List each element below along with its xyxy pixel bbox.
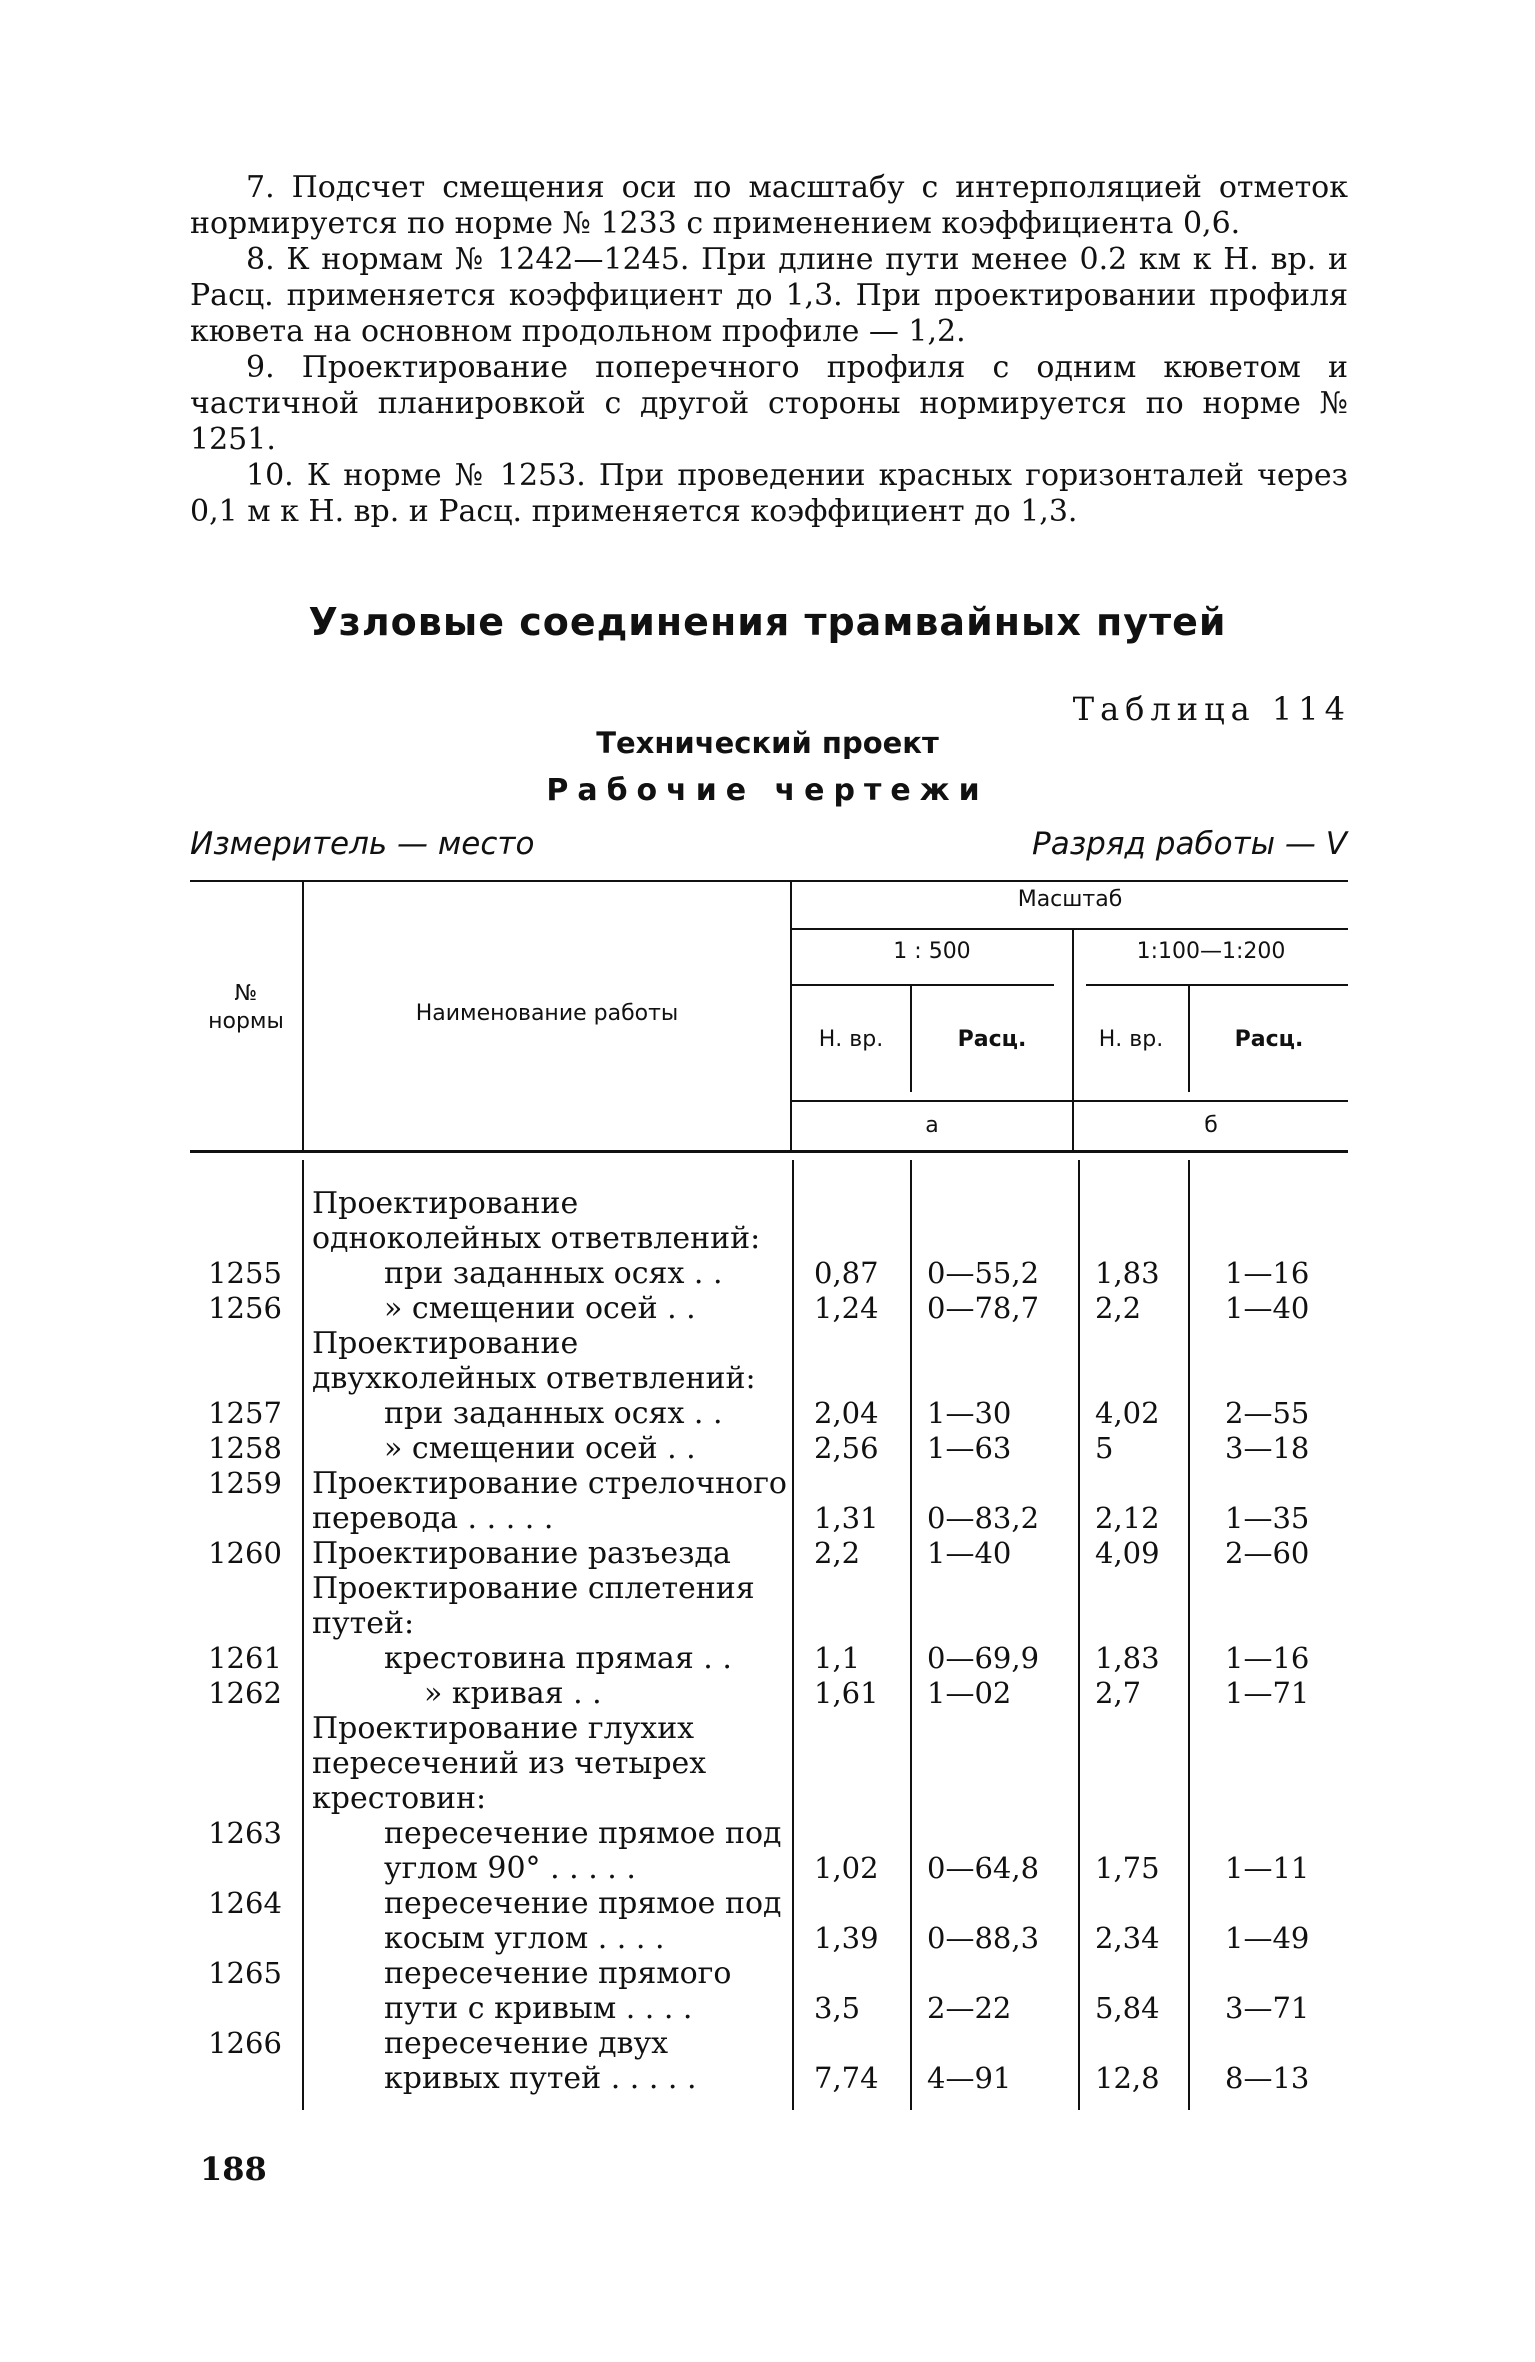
work-name: пересечение двух кривых путей . . . . . [384,2026,697,2096]
work-name: пересечение прямого пути с кривым . . . . [384,1956,732,2026]
h-vr-b-value: 4,02 [1095,1396,1160,1430]
h-vr-b-value: 2,2 [1095,1291,1142,1325]
rasc-a-value: 1—30 [927,1396,1012,1430]
body-divider-2 [792,1160,794,2110]
header-norm-no: № нормы [208,981,284,1034]
header-rasc-b: Расц. [1234,1027,1304,1052]
header-divider-2 [790,880,792,1150]
work-name: » смещении осей . . [384,1431,696,1466]
norm-number: 1259 [208,1466,282,1500]
header-col-a: а [925,1113,939,1138]
header-scale-1: 1 : 500 [893,939,971,964]
subscale-rule-b [1086,984,1348,986]
norm-number: 1261 [208,1641,282,1675]
rasc-a-value: 0—69,9 [927,1641,1040,1675]
work-name: при заданных осях . . [384,1256,723,1291]
rasc-a-value: 2—22 [927,1991,1012,2025]
note-8: 8. К нормам № 1242—1245. При длине пути менее 0.2 км к Н. вр. и Расц. применяется коэффициент до 1,3. При проектировании профиля кювета на основном продольном профиле — 1,2. [190,242,1348,349]
work-name: крестовина прямая . . [384,1641,732,1676]
header-h-vr-b: Н. вр. [1098,1027,1164,1052]
rasc-b-value: 1—40 [1225,1291,1310,1325]
header-scale: Масштаб [1017,887,1123,912]
norm-number: 1262 [208,1676,282,1710]
rasc-a-value: 0—64,8 [927,1851,1040,1885]
rasc-a-value: 0—83,2 [927,1501,1040,1535]
header-col-b: б [1204,1113,1218,1138]
h-vr-a-value: 2,56 [814,1431,879,1465]
body-divider-5 [1188,1160,1190,2110]
rasc-b-value: 1—16 [1225,1256,1310,1290]
h-vr-b-value: 1,83 [1095,1641,1160,1675]
ab-rule [792,1100,1348,1102]
norm-number: 1260 [208,1536,282,1570]
rasc-b-value: 1—11 [1225,1851,1310,1885]
rasc-a-value: 1—02 [927,1676,1012,1710]
norm-number: 1264 [208,1886,282,1920]
body-divider-3 [910,1160,912,2110]
h-vr-a-value: 2,2 [814,1536,861,1570]
h-vr-a-value: 3,5 [814,1991,861,2025]
h-vr-a-value: 2,04 [814,1396,879,1430]
h-vr-b-value: 4,09 [1095,1536,1160,1570]
work-name: при заданных осях . . [384,1396,723,1431]
body-divider-1 [302,1160,304,2110]
work-name: Проектирование разъезда [312,1536,731,1571]
note-9: 9. Проектирование поперечного профиля с одним кюветом и частичной планировкой с другой стороны нормируется по норме № 1251. [190,350,1348,457]
norm-number: 1263 [208,1816,282,1850]
h-vr-a-value: 1,61 [814,1676,879,1710]
work-name: » кривая . . [424,1676,602,1711]
h-vr-a-value: 1,24 [814,1291,879,1325]
rasc-b-value: 8—13 [1225,2061,1310,2095]
h-vr-b-value: 5 [1095,1431,1114,1465]
h-vr-b-value: 5,84 [1095,1991,1160,2025]
header-bottom-rule [190,1150,1348,1153]
rasc-b-value: 1—49 [1225,1921,1310,1955]
h-vr-a-value: 1,1 [814,1641,861,1675]
page-number: 188 [200,2150,267,2188]
norm-number: 1256 [208,1291,282,1325]
rasc-a-value: 1—63 [927,1431,1012,1465]
header-rasc-a: Расц. [957,1027,1027,1052]
norm-number: 1255 [208,1256,282,1290]
rasc-b-value: 1—71 [1225,1676,1310,1710]
h-vr-a-value: 0,87 [814,1256,879,1290]
body-divider-4 [1078,1160,1080,2110]
work-name: Проектирование двухколейных ответвлений: [312,1326,756,1396]
section-heading: Узловые соединения трамвайных путей [308,600,1227,644]
header-scale-2: 1:100—1:200 [1136,939,1286,964]
table-top-rule [190,880,1348,882]
h-vr-b-value: 2,34 [1095,1921,1160,1955]
h-vr-a-value: 1,31 [814,1501,879,1535]
rasc-a-value: 4—91 [927,2061,1012,2095]
norm-number: 1265 [208,1956,282,1990]
rasc-b-value: 2—60 [1225,1536,1310,1570]
rasc-a-value: 0—55,2 [927,1256,1040,1290]
rasc-b-value: 1—35 [1225,1501,1310,1535]
note-7: 7. Подсчет смещения оси по масштабу с интерполяцией отметок нормируется по норме № 1233 с применением коэффициента 0,6. [190,170,1348,241]
h-vr-b-value: 1,75 [1095,1851,1160,1885]
header-work-name: Наименование работы [415,1001,679,1026]
work-name: пересечение прямое под углом 90° . . . . . [384,1816,782,1886]
h-vr-b-value: 12,8 [1095,2061,1160,2095]
norm-number: 1266 [208,2026,282,2060]
subtitle-technical-project: Технический проект [596,726,939,760]
h-vr-a-value: 7,74 [814,2061,879,2095]
h-vr-b-value: 2,12 [1095,1501,1160,1535]
h-vr-b-value: 1,83 [1095,1256,1160,1290]
h-vr-a-value: 1,39 [814,1921,879,1955]
work-name: Проектирование стрелочного перевода . . . . . [312,1466,787,1536]
norm-number: 1258 [208,1431,282,1465]
meter-label: Измеритель — место [190,826,535,862]
scale-rule [792,928,1348,930]
work-name: Проектирование сплетения путей: [312,1571,755,1641]
header-h-vr-a: Н. вр. [818,1027,884,1052]
work-name: Проектирование одноколейных ответвлений: [312,1186,761,1256]
rasc-a-value: 1—40 [927,1536,1012,1570]
work-name: пересечение прямое под косым углом . . . . [384,1886,782,1956]
work-name: Проектирование глухих пересечений из четырех крестовин: [312,1711,707,1816]
subscale-rule-a [792,984,1054,986]
table-label: Таблица 114 [1072,690,1351,728]
h-vr-a-value: 1,02 [814,1851,879,1885]
subtitle-working-drawings: Рабочие чертежи [546,773,989,808]
h-vr-b-value: 2,7 [1095,1676,1142,1710]
grade-label: Разряд работы — V [1032,826,1347,862]
rasc-b-value: 1—16 [1225,1641,1310,1675]
rasc-a-value: 0—78,7 [927,1291,1040,1325]
rasc-b-value: 2—55 [1225,1396,1310,1430]
header-divider-1 [302,880,304,1150]
work-name: » смещении осей . . [384,1291,696,1326]
note-10: 10. К норме № 1253. При проведении красных горизонталей через 0,1 м к Н. вр. и Расц. применяется коэффициент до 1,3. [190,458,1348,529]
rasc-b-value: 3—18 [1225,1431,1310,1465]
rasc-b-value: 3—71 [1225,1991,1310,2025]
norm-number: 1257 [208,1396,282,1430]
rasc-a-value: 0—88,3 [927,1921,1040,1955]
